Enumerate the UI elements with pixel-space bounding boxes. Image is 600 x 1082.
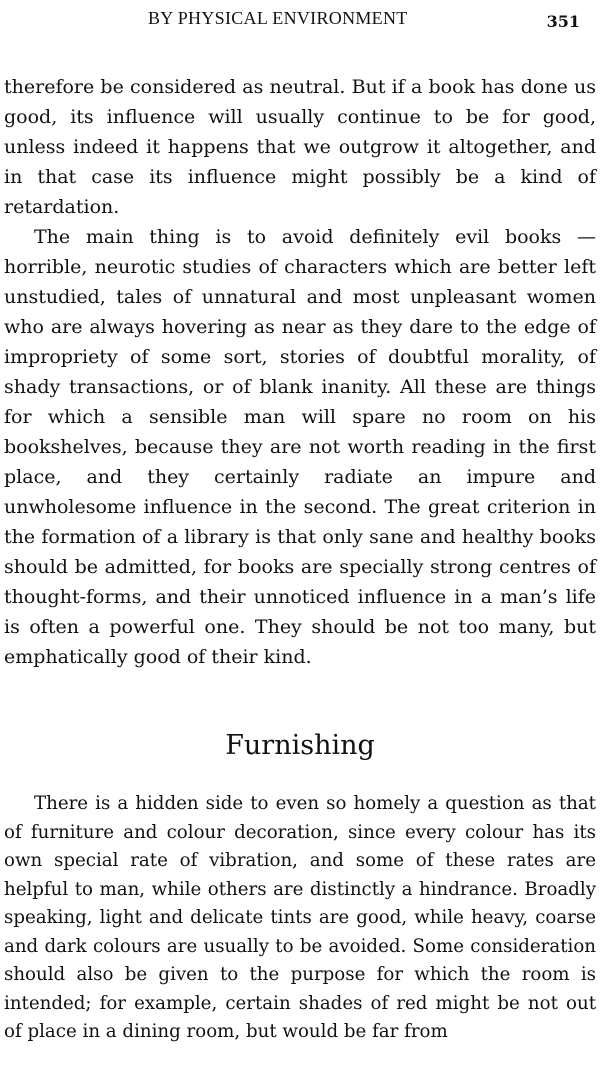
text-block-continuation	[4, 72, 596, 222]
paragraph-continuation: therefore be considered as neutral. But if a book has done us good, its influence will usually continue to be for good, unless indeed it happens that we outgrow it altogether, and in that case its influence might possibly be a kind of retardation.	[4, 76, 596, 218]
running-title: BY PHYSICAL ENVIRONMENT	[148, 8, 408, 28]
paragraph-furnishing: There is a hidden side to even so homely a question as that of furniture and colour decoration, since every colour has its own special rate of vibration, and some of these rates are helpful to man, while others are distinctly a hindrance. Broadly speaking, light and delicate tints are good, while heavy, coarse and dark colours are usually to be avoided. Some consideration should also be given to the purpose for which the room is intended; for example, certain shades of red might be not out of place in a dining room, but would be far from	[4, 793, 596, 1042]
running-head	[0, 8, 600, 32]
text-block-furnishing	[4, 790, 596, 1047]
section-heading: Furnishing	[225, 730, 375, 761]
paragraph-evil-books: The main thing is to avoid definitely evil books — horrible, neurotic studies of characters which are better left unstudied, tales of unnatural and most unpleasant women who are always hovering as near as they dare to the edge of impropriety of some sort, stories of doubtful morality, of shady transactions, or of blank inanity. All these are things for which a sensible man will spare no room on his bookshelves, because they are not worth reading in the first place, and they certainly radiate an impure and unwholesome influence in the second. The great criterion in the formation of a library is that only sane and healthy books should be admitted, for books are specially strong centres of thought-forms, and their unnoticed influence in a man’s life is often a powerful one. They should be not too many, but emphatically good of their kind.	[4, 226, 596, 668]
page-number: 351	[546, 12, 580, 31]
text-block-evil-books	[4, 222, 596, 672]
